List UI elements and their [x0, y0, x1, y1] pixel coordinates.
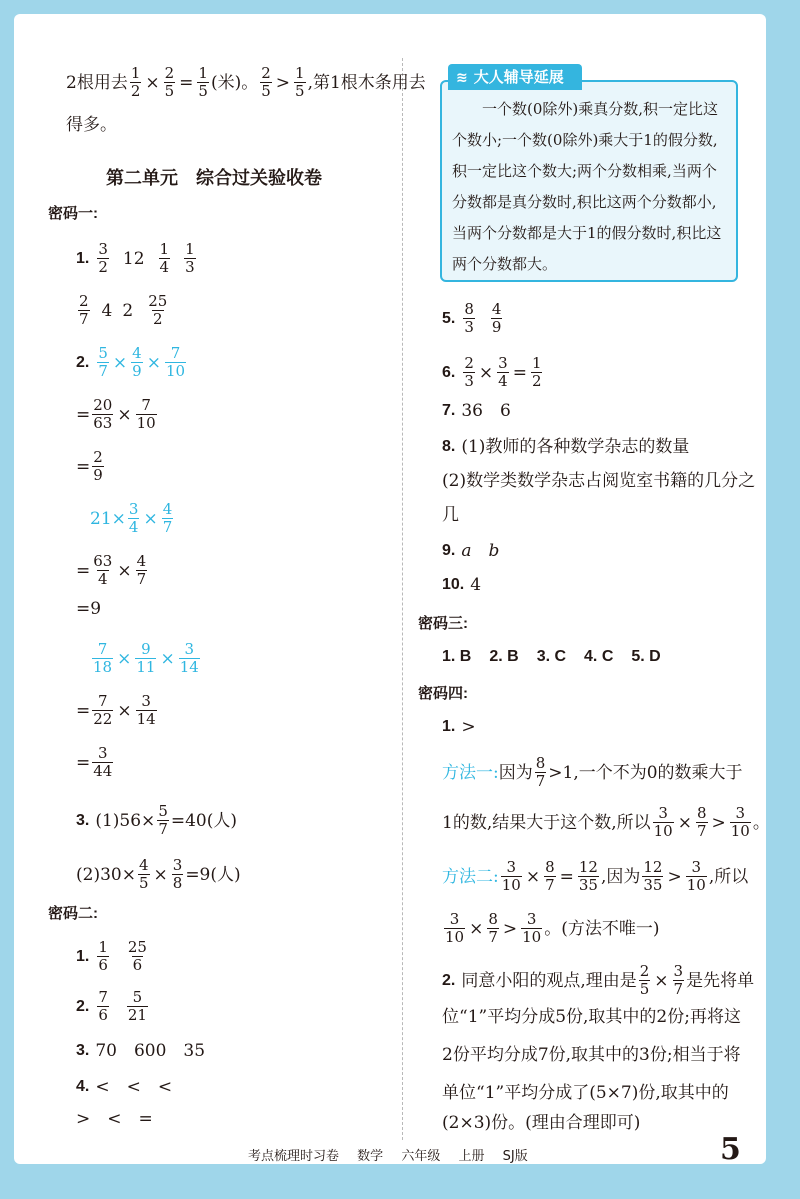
s1-q2-step2: = $\frac{20}{63}$ × $\frac{7}{10}$: [76, 396, 156, 432]
answer-value: 2: [122, 300, 134, 321]
question-number: 1.: [76, 249, 90, 267]
s2-q1: 1. $\frac{1}{6}$ $\frac{25}{6}$: [76, 938, 147, 974]
s1-q2-step9: = $\frac{3}{44}$: [76, 744, 113, 780]
r-q7: [442, 400, 511, 422]
question-number: 2.: [76, 997, 90, 1015]
method-label: 方法二:: [442, 866, 499, 887]
answer-text: >1,一个不为0的数乘大于: [548, 762, 743, 783]
answer-text: 是先将单: [686, 970, 755, 991]
tip-title: 大人辅导延展: [473, 68, 564, 86]
tip-body: 一个数(0除外)乘真分数,积一定比这个数小;一个数(0除外)乘大于1的假分数,积一定比这个数大;两个分数相乘,当两个分数都是真分数时,积比这两个分数都小,当两个分数都是大于1的假分数时,积比这两个分数都大。: [452, 100, 722, 273]
answer-text: =9(人): [185, 864, 241, 885]
s2-q4-row2: > < =: [76, 1109, 153, 1129]
question-number: 5.: [442, 309, 456, 327]
r-q8-line3: 几: [442, 505, 459, 525]
r-s4-q2-line2: 位“1”平均分成5份,取其中的2份;再将这: [442, 1007, 741, 1027]
answer-text: 5. D: [631, 648, 661, 665]
s1-q1-row1: 1. $\frac{3}{2}$ 12 $\frac{1}{4}$ $\frac{1}{3}$: [76, 240, 195, 276]
answer-text: 。(方法不唯一): [544, 918, 660, 939]
s1-q3-part1: 3. (1)56× $\frac{5}{7}$ =40(人): [76, 802, 237, 838]
question-number: 4.: [76, 1078, 90, 1095]
answer-value: 4: [101, 300, 113, 321]
carry-text: 2根用去: [66, 72, 128, 93]
answer-text: 4. C: [584, 648, 614, 665]
r-s4-q2-line5: (2×3)份。(理由合理即可): [442, 1113, 641, 1133]
carry-line-1: 2根用去 $\frac{1}{2}$ × $\frac{2}{5}$ = $\frac{1}{5}$ (米)。 $\frac{2}{5}$ > $\frac{1}{5}$ ,第1根木条用去: [66, 64, 426, 100]
footer-item: SJ版: [502, 1149, 528, 1164]
footer-item: 数学: [357, 1149, 384, 1164]
question-number: 6.: [442, 363, 456, 381]
s2-q2: 2. $\frac{7}{6}$ $\frac{5}{21}$: [76, 988, 147, 1024]
tip-title-tab: [448, 64, 582, 90]
answer-value: 12: [122, 248, 145, 269]
answer-text: 4: [470, 575, 482, 595]
s1-q3-part2: (2)30× $\frac{4}{5}$ × $\frac{3}{8}$ =9(人): [76, 856, 241, 892]
carry-text: ,第1根木条用去: [307, 72, 426, 93]
s1-q2-step1: 2. $\frac{5}{7}$ × $\frac{4}{9}$ × $\frac{7}{10}$: [76, 344, 186, 380]
answer-text: < < <: [95, 1077, 173, 1097]
answer-text: 同意小阳的观点,理由是: [461, 970, 637, 991]
answer-text: ,因为: [600, 866, 641, 887]
s2-q3: [76, 1040, 205, 1062]
answer-text: 因为: [498, 762, 533, 783]
method-1-line2: 1的数,结果大于这个数,所以 $\frac{3}{10}$ × $\frac{8}{7}$ > $\frac{3}{10}$ 。: [442, 804, 770, 840]
answer-text: 1. B: [442, 648, 472, 665]
wave-lines-icon: ≋: [456, 70, 468, 86]
answer-text: 。: [752, 812, 770, 833]
s1-q1-row2: $\frac{2}{7}$ 4 2 $\frac{25}{2}$: [79, 292, 168, 328]
s1-q2-step5: = $\frac{63}{4}$ × $\frac{4}{7}$: [76, 552, 147, 588]
r-q10: [442, 574, 481, 596]
question-number: 1.: [76, 947, 90, 965]
method-label: 方法一:: [442, 762, 499, 783]
question-number: 9.: [442, 542, 456, 559]
question-number: 1.: [442, 718, 456, 735]
r-s4-q2-line1: 2. 同意小阳的观点,理由是 $\frac{2}{5}$ × $\frac{3}{7}$ 是先将单: [442, 962, 755, 998]
column-divider: [402, 58, 403, 1140]
s1-q2-step3: = $\frac{2}{9}$: [76, 448, 103, 484]
section-heading-4: 密码四:: [418, 685, 468, 702]
answer-text: 70 600 35: [95, 1041, 206, 1061]
question-number: 3.: [76, 811, 90, 829]
section-heading-3: 密码三:: [418, 615, 468, 632]
question-number: 10.: [442, 576, 465, 593]
question-number: 2.: [76, 353, 90, 371]
r-q9: [442, 540, 499, 562]
carry-text: (米)。: [210, 72, 259, 93]
r-q8-line2: (2)数学类数学杂志占阅览室书籍的几分之: [442, 471, 756, 491]
footer-item: 六年级: [401, 1149, 441, 1164]
answer-text: (2)30×: [76, 864, 136, 885]
answer-text: 3. C: [536, 648, 567, 665]
s1-q2-step8: = $\frac{7}{22}$ × $\frac{3}{14}$: [76, 692, 156, 728]
question-number: 8.: [442, 438, 456, 455]
answer-text: a b: [461, 541, 500, 561]
unit-title: 第二单元 综合过关验收卷: [106, 168, 322, 189]
section-heading-2: 密码二:: [48, 905, 98, 922]
answer-text: =40(人): [170, 810, 237, 831]
answer-text: 2. B: [489, 648, 519, 665]
r-s3-answers: [442, 646, 661, 668]
s1-q2-step7: $\frac{7}{18}$ × $\frac{9}{11}$ × $\frac{3}{14}$: [93, 640, 199, 676]
section-heading-1: 密码一:: [48, 205, 98, 222]
r-s4-q2-line3: 2份平均分成7份,取其中的3份;相当于将: [442, 1045, 741, 1065]
method-2-line1: 方法二: $\frac{3}{10}$ × $\frac{8}{7}$ = $\frac{12}{35}$ ,因为 $\frac{12}{35}$ > $\frac{3}{10}$ ,所以: [442, 858, 749, 894]
carry-line-2: 得多。: [66, 115, 117, 135]
r-s4-q1: [442, 716, 476, 738]
question-number: 2.: [442, 971, 456, 989]
question-number: 3.: [76, 1042, 90, 1059]
r-s4-q2-line4: 单位“1”平均分成了(5×7)份,取其中的: [442, 1083, 729, 1103]
s1-q2-step4: 21× $\frac{3}{4}$ × $\frac{4}{7}$: [90, 500, 173, 536]
answer-text: 36 6: [461, 401, 511, 421]
method-1-line1: 方法一: 因为 $\frac{8}{7}$ >1,一个不为0的数乘大于: [442, 754, 743, 790]
page-number: 5: [720, 1132, 741, 1167]
r-q6: 6. $\frac{2}{3}$ × $\frac{3}{4}$ = $\frac{1}{2}$: [442, 354, 542, 390]
answer-text: (1)教师的各种数学杂志的数量: [461, 437, 690, 457]
s2-q4-row1: [76, 1076, 172, 1098]
method-2-line2: $\frac{3}{10}$ × $\frac{8}{7}$ > $\frac{3}{10}$ 。(方法不唯一): [445, 910, 660, 946]
answer-text: (1)56×: [95, 810, 156, 831]
s1-q2-step6: =9: [76, 599, 102, 619]
r-q5: 5. $\frac{8}{3}$ $\frac{4}{9}$: [442, 300, 502, 336]
answer-text: 1的数,结果大于这个数,所以: [442, 812, 651, 833]
page-footer: [248, 1145, 542, 1164]
answer-text: >: [461, 717, 476, 737]
answer-text: ,所以: [708, 866, 749, 887]
footer-item: 上册: [458, 1149, 485, 1164]
footer-item: 考点梳理时习卷: [248, 1149, 340, 1164]
question-number: 7.: [442, 402, 456, 419]
r-q8-line1: [442, 436, 689, 458]
